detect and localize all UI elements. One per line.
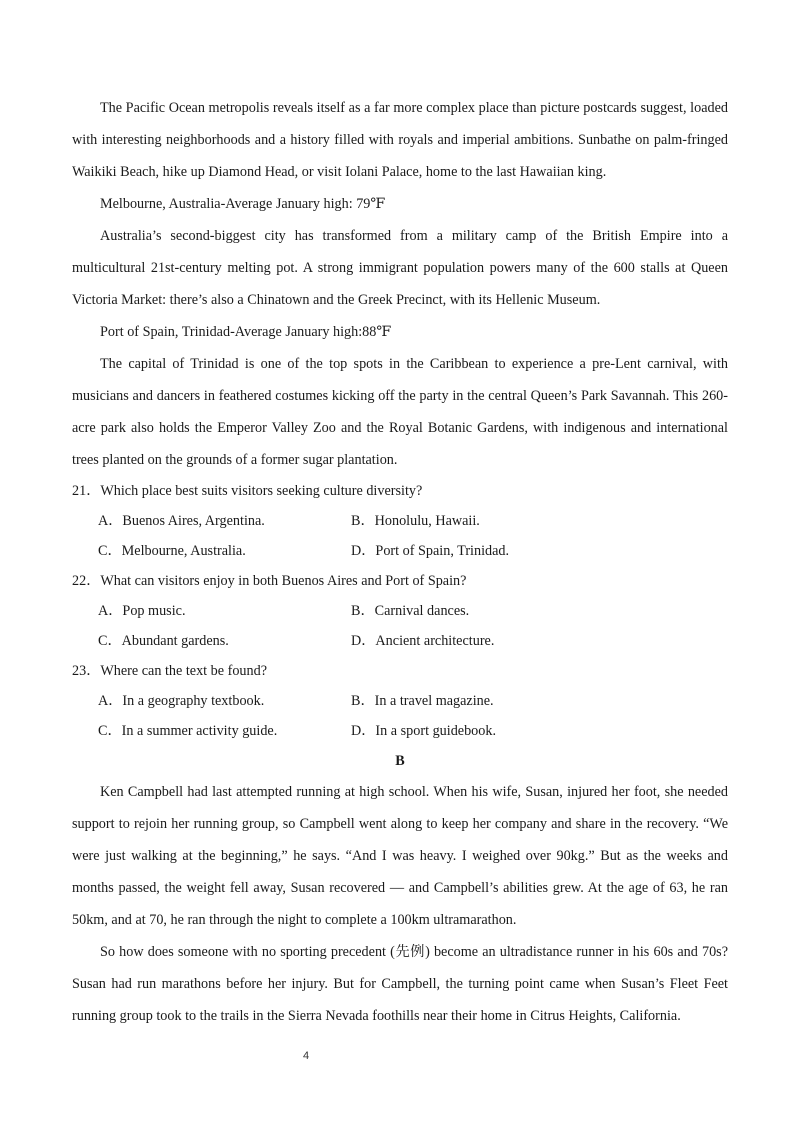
option-b: B．In a travel magazine. <box>351 693 494 709</box>
option-a: A．In a geography textbook. <box>98 693 265 709</box>
question-21-options <box>72 506 728 566</box>
document-page <box>72 92 728 1032</box>
section-b-paragraph-2: So how does someone with no sporting precedent (先例) become an ultradistance runner in his 60s and 70s? Susan had run marathons before her injury. But for Campbell, the turning point came when Susan’s Fleet Feet running group took to the trails in the Sierra Nevada foothills near their home in Citrus Heights, California. <box>72 944 728 1024</box>
option-d: D．In a sport guidebook. <box>351 723 497 739</box>
port-of-spain-heading: Port of Spain, Trinidad-Average January high:88℉ <box>100 324 392 340</box>
question-21: 21．Which place best suits visitors seeking culture diversity? <box>72 483 423 499</box>
option-c: C．In a summer activity guide. <box>98 723 278 739</box>
question-23: 23．Where can the text be found? <box>72 663 267 679</box>
question-22: 22．What can visitors enjoy in both Buenos Aires and Port of Spain? <box>72 573 467 589</box>
question-23-options <box>72 686 728 746</box>
port-of-spain-paragraph: The capital of Trinidad is one of the top spots in the Caribbean to experience a pre-Lent carnival, with musicians and dancers in feathered costumes kicking off the party in the central Queen’s Park Savannah. This 260-acre park also holds the Emperor Valley Zoo and the Royal Botanic Gardens, with indigenous and international trees planted on the grounds of a former sugar plantation. <box>72 356 728 468</box>
option-d: D．Port of Spain, Trinidad. <box>351 543 510 559</box>
melbourne-heading: Melbourne, Australia-Average January high: 79℉ <box>100 196 386 212</box>
section-b-label: B <box>395 753 405 769</box>
option-b: B．Carnival dances. <box>351 603 470 619</box>
option-c: C．Abundant gardens. <box>98 633 229 649</box>
melbourne-paragraph: Australia’s second-biggest city has transformed from a military camp of the British Empire into a multicultural 21st-century melting pot. A strong immigrant population powers many of the 600 stalls at Queen Victoria Market: there’s also a Chinatown and the Greek Precinct, with its Hellenic Museum. <box>72 228 728 308</box>
honolulu-paragraph: The Pacific Ocean metropolis reveals itself as a far more complex place than picture postcards suggest, loaded with interesting neighborhoods and a history filled with royals and imperial ambitions. Sunbathe on palm-fringed Waikiki Beach, hike up Diamond Head, or visit Iolani Palace, home to the last Hawaiian king. <box>72 100 728 180</box>
option-d: D．Ancient architecture. <box>351 633 495 649</box>
question-22-options <box>72 596 728 656</box>
page-number: 4 <box>302 1050 310 1062</box>
option-c: C．Melbourne, Australia. <box>98 543 246 559</box>
section-b-paragraph-1: Ken Campbell had last attempted running at high school. When his wife, Susan, injured her foot, she needed support to rejoin her running group, so Campbell went along to keep her company and share in the recovery. “We were just walking at the beginning,” he says. “And I was heavy. I weighed over 90kg.” But as the weeks and months passed, the weight fell away, Susan recovered — and Campbell’s abilities grew. At the age of 63, he ran 50km, and at 70, he ran through the night to complete a 100km ultramarathon. <box>72 784 728 928</box>
option-a: A．Pop music. <box>98 603 186 619</box>
option-a: A．Buenos Aires, Argentina. <box>98 513 265 529</box>
option-b: B．Honolulu, Hawaii. <box>351 513 480 529</box>
